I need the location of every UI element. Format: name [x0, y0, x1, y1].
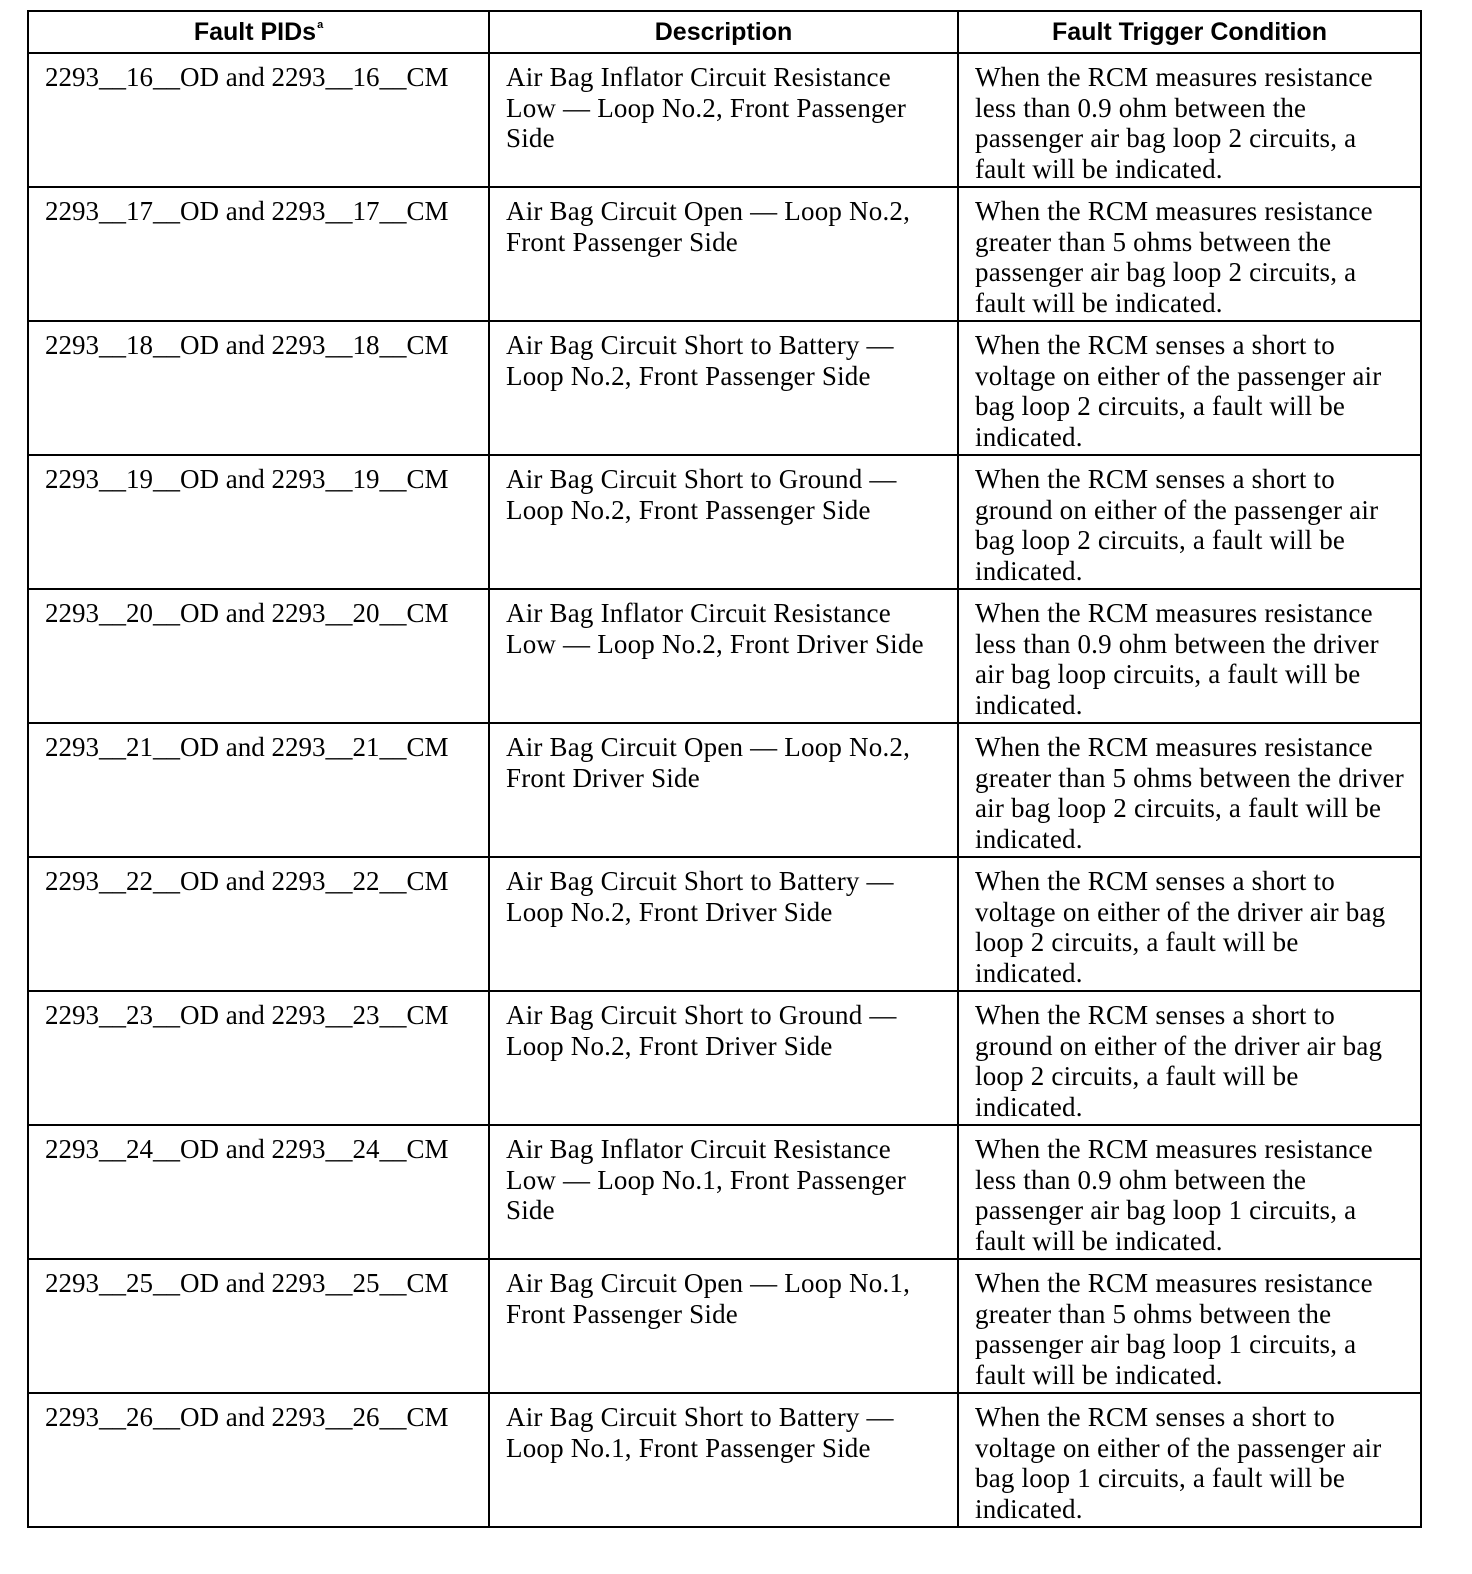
fault-pid-table — [27, 10, 1422, 1528]
fault-pid-cell: 2293__26__OD and 2293__26__CM — [28, 1393, 489, 1527]
trigger-condition-cell: When the RCM measures resistance greater than 5 ohms between the passenger air bag loop 2 circuits, a fault will be indicated. — [958, 187, 1421, 321]
description-cell: Air Bag Circuit Open — Loop No.2, Front Passenger Side — [489, 187, 958, 321]
table-row — [28, 1393, 1421, 1527]
description-cell: Air Bag Circuit Short to Battery — Loop No.2, Front Passenger Side — [489, 321, 958, 455]
description-cell: Air Bag Inflator Circuit Resistance Low — Loop No.2, Front Driver Side — [489, 589, 958, 723]
trigger-condition-cell: When the RCM measures resistance less than 0.9 ohm between the driver air bag loop circuits, a fault will be indicated. — [958, 589, 1421, 723]
header-description: Description — [489, 11, 958, 53]
trigger-condition-cell: When the RCM measures resistance less than 0.9 ohm between the passenger air bag loop 1 circuits, a fault will be indicated. — [958, 1125, 1421, 1259]
fault-pid-cell: 2293__16__OD and 2293__16__CM — [28, 53, 489, 187]
table-row — [28, 857, 1421, 991]
table-row — [28, 321, 1421, 455]
table-row — [28, 1259, 1421, 1393]
trigger-condition-cell: When the RCM senses a short to voltage on either of the passenger air bag loop 2 circuits, a fault will be indicated. — [958, 321, 1421, 455]
description-cell: Air Bag Circuit Open — Loop No.1, Front Passenger Side — [489, 1259, 958, 1393]
trigger-condition-cell: When the RCM senses a short to ground on either of the driver air bag loop 2 circuits, a fault will be indicated. — [958, 991, 1421, 1125]
table-row — [28, 455, 1421, 589]
fault-pid-cell: 2293__24__OD and 2293__24__CM — [28, 1125, 489, 1259]
description-cell: Air Bag Circuit Short to Ground — Loop No.2, Front Driver Side — [489, 991, 958, 1125]
table-header-row — [28, 11, 1421, 53]
trigger-condition-cell: When the RCM senses a short to voltage on either of the passenger air bag loop 1 circuits, a fault will be indicated. — [958, 1393, 1421, 1527]
table-row — [28, 589, 1421, 723]
table-row — [28, 53, 1421, 187]
fault-pid-cell: 2293__22__OD and 2293__22__CM — [28, 857, 489, 991]
fault-pid-cell: 2293__23__OD and 2293__23__CM — [28, 991, 489, 1125]
fault-pid-cell: 2293__18__OD and 2293__18__CM — [28, 321, 489, 455]
footnote-marker: a — [317, 19, 324, 31]
fault-pid-cell: 2293__20__OD and 2293__20__CM — [28, 589, 489, 723]
description-cell: Air Bag Inflator Circuit Resistance Low — Loop No.2, Front Passenger Side — [489, 53, 958, 187]
fault-pid-cell: 2293__19__OD and 2293__19__CM — [28, 455, 489, 589]
description-cell: Air Bag Inflator Circuit Resistance Low — Loop No.1, Front Passenger Side — [489, 1125, 958, 1259]
description-cell: Air Bag Circuit Short to Ground — Loop No.2, Front Passenger Side — [489, 455, 958, 589]
fault-pid-cell: 2293__21__OD and 2293__21__CM — [28, 723, 489, 857]
description-cell: Air Bag Circuit Open — Loop No.2, Front Driver Side — [489, 723, 958, 857]
fault-pid-cell: 2293__17__OD and 2293__17__CM — [28, 187, 489, 321]
trigger-condition-cell: When the RCM senses a short to ground on either of the passenger air bag loop 2 circuits, a fault will be indicated. — [958, 455, 1421, 589]
trigger-condition-cell: When the RCM measures resistance greater than 5 ohms between the passenger air bag loop 1 circuits, a fault will be indicated. — [958, 1259, 1421, 1393]
header-fault-pids-label: Fault PIDs — [193, 18, 317, 46]
fault-pid-cell: 2293__25__OD and 2293__25__CM — [28, 1259, 489, 1393]
table-row — [28, 187, 1421, 321]
description-cell: Air Bag Circuit Short to Battery — Loop No.1, Front Passenger Side — [489, 1393, 958, 1527]
table-row — [28, 991, 1421, 1125]
trigger-condition-cell: When the RCM measures resistance greater than 5 ohms between the driver air bag loop 2 circuits, a fault will be indicated. — [958, 723, 1421, 857]
table-row — [28, 723, 1421, 857]
trigger-condition-cell: When the RCM measures resistance less than 0.9 ohm between the passenger air bag loop 2 circuits, a fault will be indicated. — [958, 53, 1421, 187]
description-cell: Air Bag Circuit Short to Battery — Loop No.2, Front Driver Side — [489, 857, 958, 991]
header-fault-pids — [28, 11, 489, 53]
trigger-condition-cell: When the RCM senses a short to voltage on either of the driver air bag loop 2 circuits, a fault will be indicated. — [958, 857, 1421, 991]
table-row — [28, 1125, 1421, 1259]
header-trigger-condition: Fault Trigger Condition — [958, 11, 1421, 53]
